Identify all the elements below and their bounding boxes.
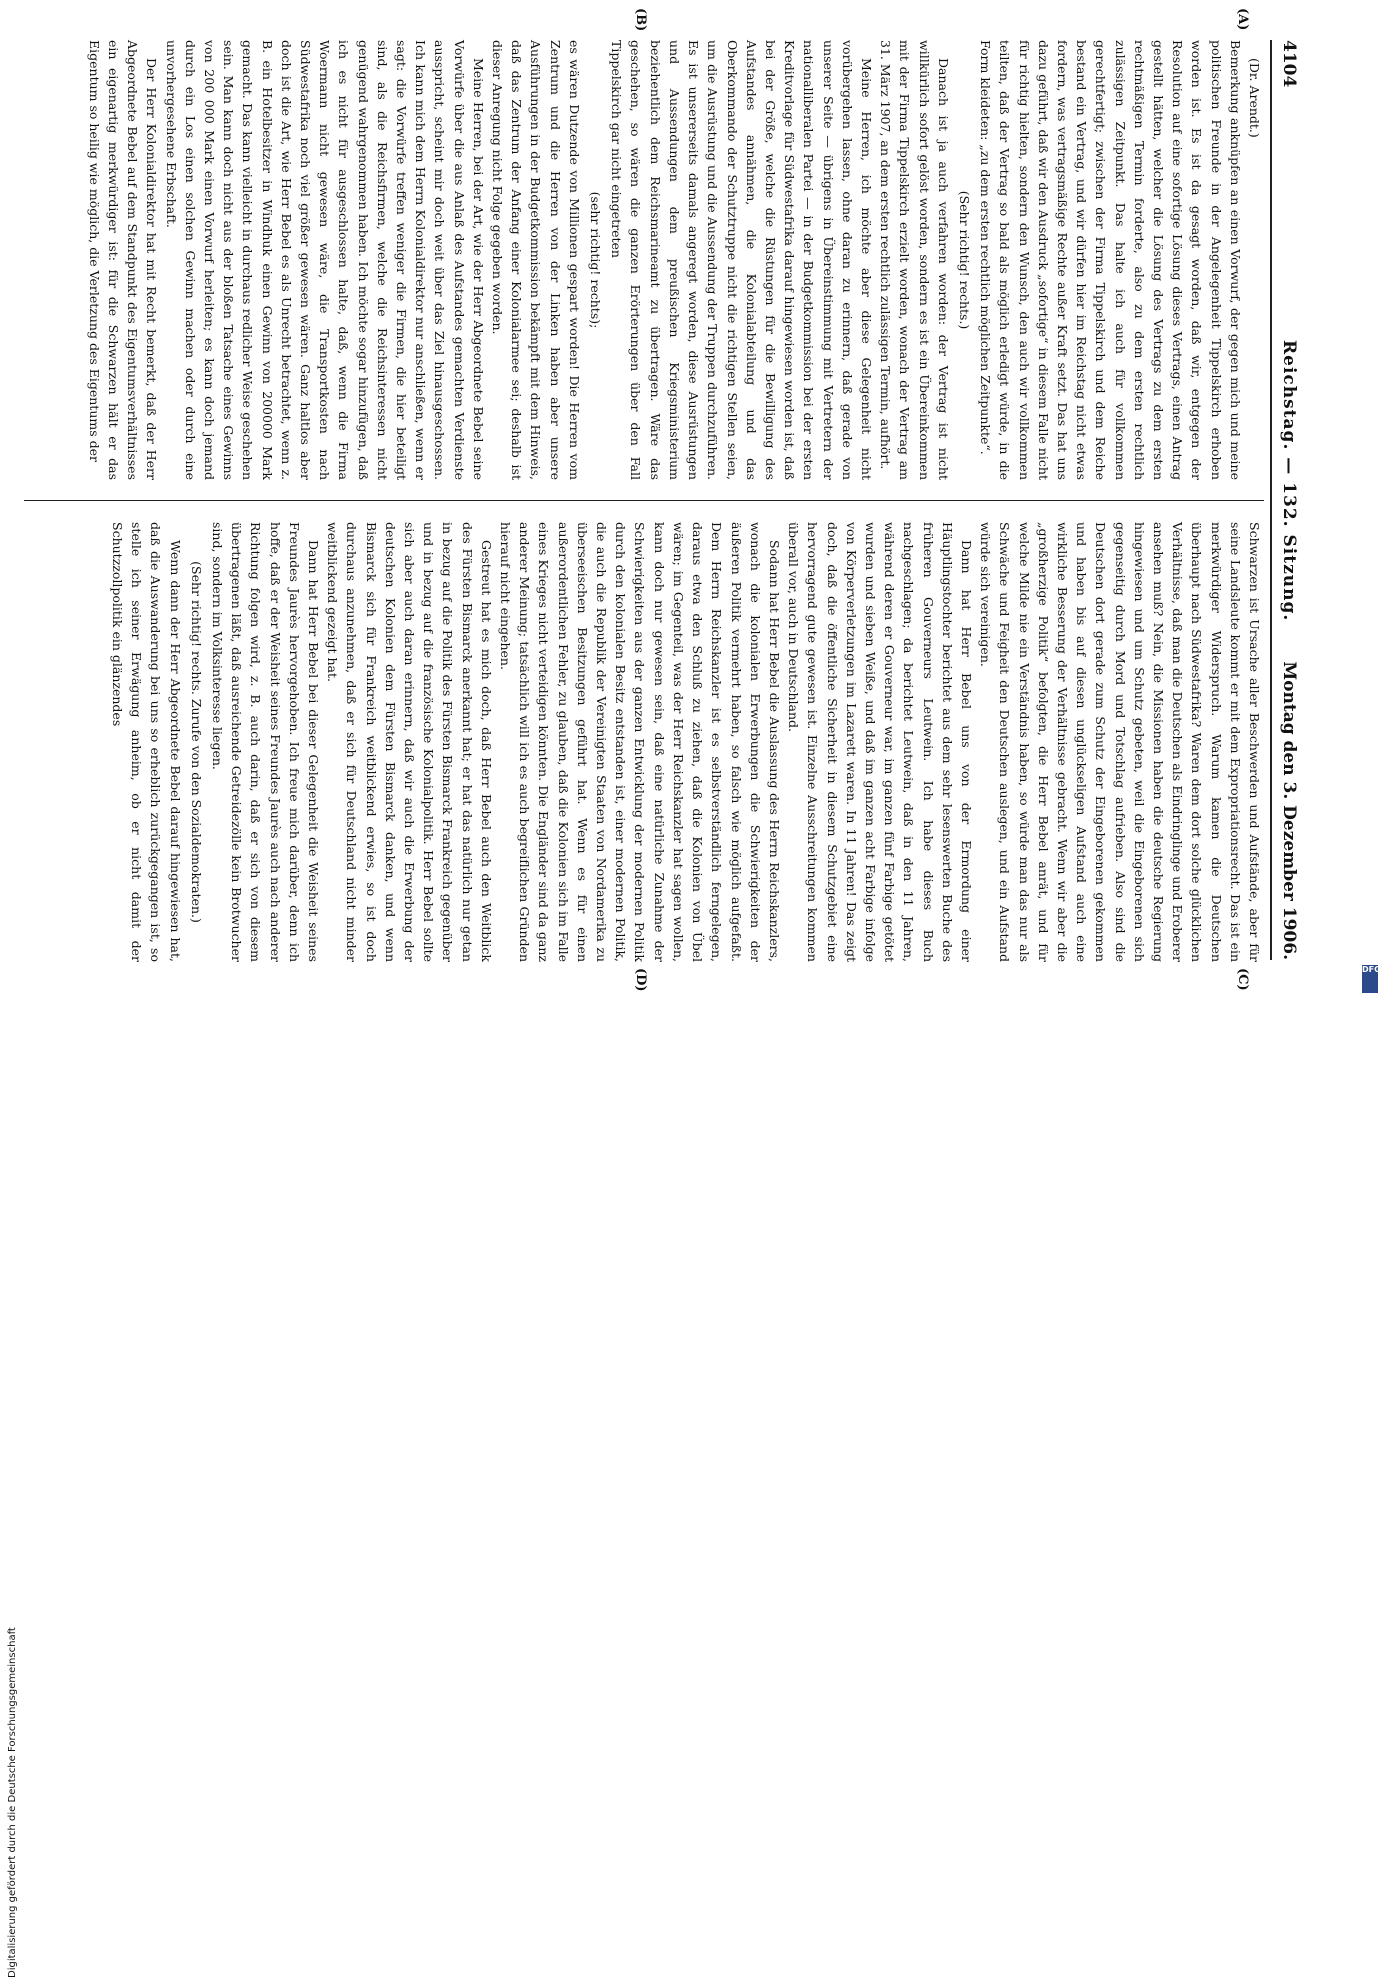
paragraph: Sodann hat Herr Bebel die Auslassung des Herrn Reichskanzlers, wonach die kolonialen Erwerbungen die Schwierigkeiten der äußeren Politik vermehrt haben, so falsch wie möglich aufgefaßt. Dem Herrn Reichskanzler ist es selbstverständlich ferngelegen, daraus etwa den Schluß zu ziehen, daß die Kolonien von Übel wären; im Gegenteil, was der Herr Reichskanzler hat sagen wollen, kann doch nur gewesen sein, daß eine natürliche Zunahme der Schwierigkeiten aus der ganzen Entwicklung der modernen Politik durch den kolonialen Besitz entstanden ist, einer modernen Politik, die auch die Republik der Vereinigten Staaten von Nordamerika zu überseeischen Besitzungen geführt hat. Wenn es für einen außerordentlichen Fehler, zu glauben, daß die Kolonien sich im Falle eines Krieges nicht verteidigen könnten. Die Engländer sind da ganz anderer Meinung; tatsächlich will ich es auch begreiflichen Gründen hierauf nicht eingehen.	[498, 522, 782, 962]
interjection: (sehr richtig! rechts);	[588, 191, 604, 329]
paragraph: Der Herr Kolonialdirektor hat mit Recht bemerkt, daß der Herr Abgeordnete Bebel auf dem Standpunkt des Eigentumsverhältnisses ein eigenartig merkwürdiger ist: für die Schwarzen hält er das Eigentum so heilig wie möglich, die Verletzung des Eigentums der	[86, 40, 160, 480]
rotated-scan-page	[10, 0, 1310, 1000]
paragraph: es wären Dutzende von Millionen gespart worden! Die Herren vom Zentrum und die Herren von der Linken haben aber unsere Ausführungen in der Budgetkommission bekämpft mit dem Hinweis, daß das Zentrum der Anfang einer Kolonialarmee sei; deshalb ist dieser Anregung nicht Folge gegeben worden.	[490, 40, 582, 480]
margin-marker-b: (B)	[633, 8, 648, 32]
dfg-logo-text: DFG	[1362, 965, 1381, 974]
margin-marker-c: (C)	[1235, 968, 1250, 991]
session-date: Montag den 3. Dezember 1906.	[1279, 661, 1299, 960]
paragraph: Meine Herren, bei der Art, wie der Herr Abgeordnete Bebel seine Vorwürfe über die aus Anlaß des Aufstandes gemachten Verdienste ausspricht, scheint mir doch weit über das Ziel hinausgeschossen. Ich kann mich dem Herrn Kolonialdirektor nur anschließen, wenn er sagt: die Vorwürfe treffen weniger die Firmen, die hier beteiligt sind, als die Reichsfirmen, welche die Reichsinteressen nicht genügend wahrgenommen haben. Ich möchte sogar hinzufügen, daß ich es nicht für ausgeschlossen halte, daß, wenn die Firma Woermann nicht gewesen wäre, die Transportkosten nach Südwestafrika noch viel größer gewesen wären. Ganz haltlos aber doch ist die Art, wie Herr Bebel es als Unrecht betrachtet, wenn z. B. ein Hotelbesitzer in Windhuk einen Gewinn von 200000 Mark gemacht. Das kann vielleicht in durchaus redlicher Weise geschehen sein. Man kann doch nicht aus der bloßen Tatsache eines Gewinns von 200 000 Mark einen Vorwurf herleiten; es kann doch jemand durch ein Los einen solchen Gewinn machen oder durch eine unvorhergesehene Erbschaft.	[163, 40, 486, 480]
interjection: (Sehr richtig! rechts. Zurufe von den Sozialdemokraten.)	[188, 561, 204, 923]
left-column	[24, 40, 1264, 480]
session-title: Reichstag. — 132. Sitzung.	[1279, 340, 1299, 622]
column-rule	[24, 500, 1264, 501]
page-header	[1274, 40, 1304, 960]
paragraph: Schwarzen ist Ursache aller Beschwerden und Aufstände, aber für seine Landsleute kommt er mit dem Expropriationsrecht. Das ist ein merkwürdiger Widerspruch. Warum kamen die Deutschen überhaupt nach Südwestafrika? Waren dem dort solche glücklichen Verhältnisse, daß man die Deutschen als Eindringlinge und Eroberer ansehen muß? Nein, die Missionen haben die deutsche Regierung hingewiesen und um Schutz gebeten, weil die Eingeborenen sich gegenseitig durch Mord und Totschlag aufrieben. Also sind die Deutschen dort gerade zum Schutz der Eingeborenen gekommen und haben bis auf diesen unglückseligen Aufstand auch eine wirkliche Besserung der Verhältnisse gebracht. Wenn wir aber die „großherzige Politik“ befolgten, die Herr Bebel anrät, und für welche Milde nie ein Verständnis haben, so würde man das nur als Schwäche und Feigheit den Deutschen auslegen, und ein Aufstand würde sich vereinigen.	[978, 522, 1262, 962]
paragraph: Dann hat Herr Bebel uns von der Ermordung einer Häuptlingstochter berichtet aus dem sehr lesenswerten Buche des früheren Gouverneurs Leutwein. Ich habe dieses Buch nachgeschlagen; da berichtet Leutwein, daß in den 11 Jahren, während deren er Gouverneur war, im ganzen fünf Farbige getötet wurden und sieben Weiße, und daß im ganzen acht Farbige infolge von Körperverletzungen im Lazarett waren. In 11 Jahren! Das zeigt doch, daß die öffentliche Sicherheit in diesem Schutzgebiet eine hervorragend gute gewesen ist. Einzelne Ausschreitungen kommen überall vor, auch in Deutschland.	[786, 522, 974, 962]
header-rule	[1270, 40, 1272, 960]
paragraph: Danach ist ja auch verfahren worden: der Vertrag ist nicht willkürlich sofort gelöst worden, sondern es ist ein Übereinkommen mit der Firma Tippelskirch erzielt worden, wonach der Vertrag am 31. März 1907, an dem ersten rechtlich zulässigen Termin, aufhört.	[878, 40, 951, 480]
interjection: (Sehr richtig! rechts.)	[956, 190, 972, 330]
paragraph: Meine Herren, ich möchte aber diese Gelegenheit nicht vorübergehen lassen, ohne daran zu erinnern, daß gerade von unserer Seite — übrigens in Übereinstimmung mit Vertretern der nationalliberalen Partei — in der Budgetkommission bei der ersten Kreditvorlage für Südwestafrika darauf hingewiesen worden ist, daß bei der Größe, welche die Rüstungen für die Bewilligung des Aufstandes annähmen, die Kolonialabteilung und das Oberkommando der Schutztruppe nicht die richtigen Stellen seien, um die Ausrüstung und die Aussendung der Truppen durchzuführen. Es ist unsererseits damals angeregt worden, diese Ausrüstungen und Aussendungen dem preußischen Kriegsministerium beziehentlich dem Reichsmarineamt zu übertragen. Wäre das geschehen, so wären die ganzen Erörterungen über den Fall Tippelskirch gar nicht eingetreten	[609, 40, 874, 480]
paragraph: Bemerkung anknüpfen an einen Vorwurf, der gegen mich und meine politischen Freunde in der Angelegenheit Tippelskirch erhoben worden ist. Es ist da gesagt worden, daß wir, entgegen der Resolution auf eine sofortige Lösung dieses Vertrags, einen Antrag gestellt hätten, welcher die Lösung des Vertrags zu dem ersten rechtmäßigen Termin forderte, also zu dem ersten rechtlich zulässigen Zeitpunkt. Das halte ich auch für vollkommen gerechtfertigt; zwischen der Firma Tippelskirch und dem Reiche bestand ein Vertrag, und wir dürfen hier im Reichstag nicht etwas fordern, was vertragsmäßige Rechte außer Kraft setzt. Das hat uns dazu geführt, daß wir den Ausdruck „sofortige“ in diesem Falle nicht für richtig hielten, sondern den Wunsch, den auch wir vollkommen teilten, daß der Vertrag so bald als möglich erledigt würde, in die Form kleideten: „zu dem ersten rechtlich möglichen Zeitpunkte“.	[978, 40, 1243, 480]
margin-marker-a: (A)	[1235, 8, 1250, 31]
margin-marker-d: (D)	[633, 968, 648, 992]
digitization-credit: Digitalisierung gefördert durch die Deutsche Forschungsgemeinschaft	[7, 1627, 18, 1978]
paragraph: Wenn dann der Herr Abgeordnete Bebel darauf hingewiesen hat, daß die Auswanderung bei uns so erheblich zurückgegangen ist, so stelle ich seiner Erwägung anheim, ob er nicht damit der Schutzzollpolitik ein glänzendes	[110, 522, 183, 962]
paragraph: Dann hat Herr Bebel bei dieser Gelegenheit die Weisheit seines Freundes Jaurès hervorgehoben. Ich freue mich darüber, denn ich hoffe, daß er der Weisheit seines Freundes Jaurès auch nach anderer Richtung folgen wird, z. B. auch darin, daß er sich von diesem übertragenen läßt, daß ausreichende Getreidezölle kein Brotwucher sind, sondern im Volksinteresse liegen.	[210, 522, 322, 962]
page-number: 4104	[1279, 40, 1299, 88]
dfg-logo	[1362, 965, 1381, 993]
speaker-label: (Dr. Arendt.)	[1247, 58, 1262, 138]
paragraph: Gestreut hat es mich doch, daß Herr Bebel auch den Weitblick des Fürsten Bismarck anerkannt hat; er hat das natürlich nur getan in bezug auf die Politik des Fürsten Bismarck Frankreich gegenüber und in bezug auf die französische Kolonialpolitik. Herr Bebel sollte sich aber auch daran erinnern, daß wir auch die Erwerbung der deutschen Kolonien dem Fürsten Bismarck danken, und wenn Bismarck sich für Frankreich weitblickend erwies, so ist doch durchaus anzunehmen, daß er sich für Deutschland nicht minder weitblickend gezeigt hat.	[325, 522, 494, 962]
right-column	[24, 522, 1264, 962]
